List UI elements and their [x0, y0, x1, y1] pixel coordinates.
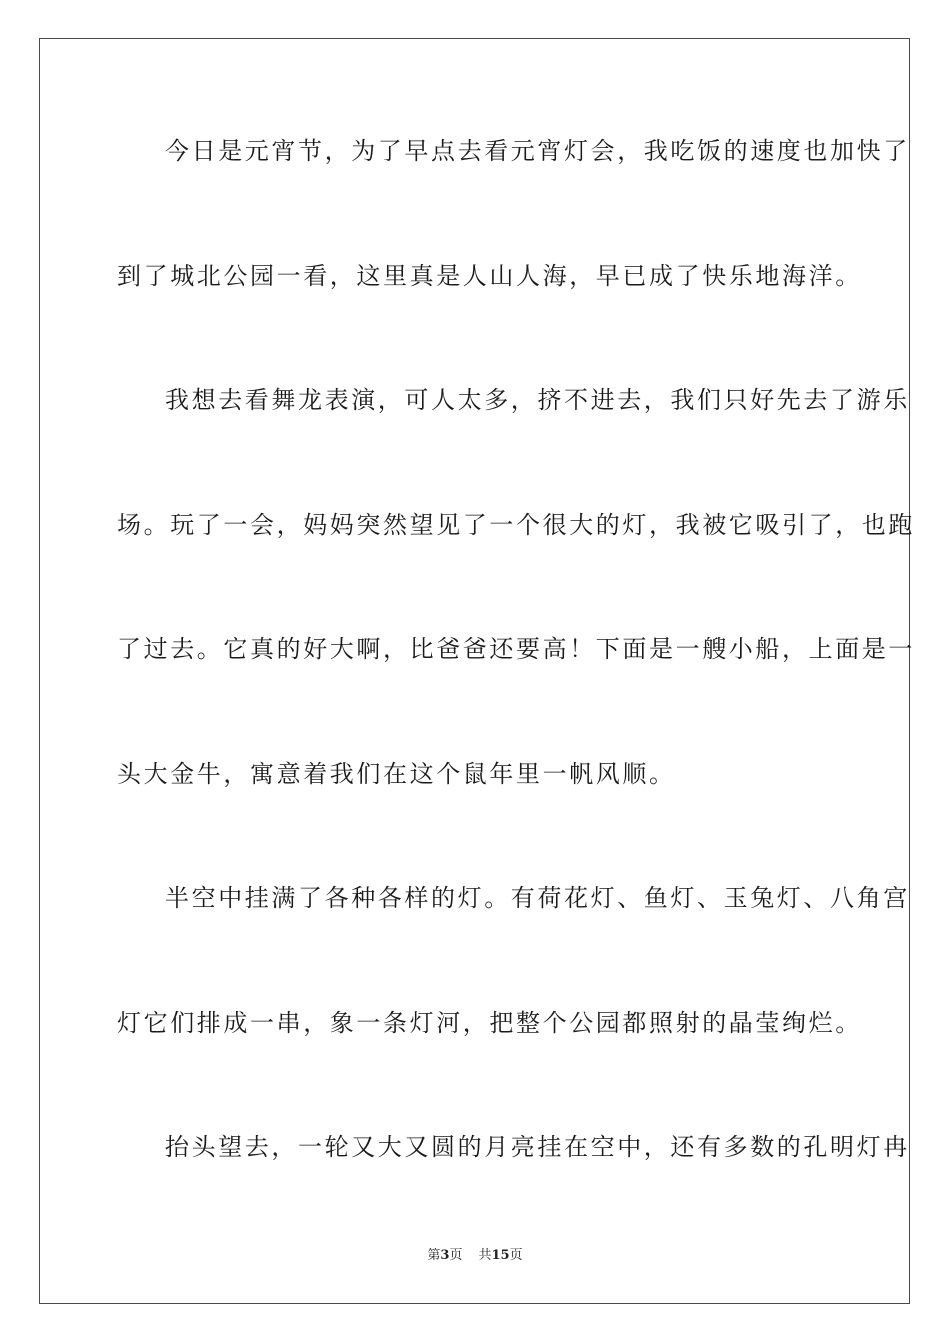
paragraph-2-line-2: 场。玩了一会，妈妈突然望见了一个很大的灯，我被它吸引了，也跑: [117, 511, 915, 539]
paragraph-2-line-3: 了过去。它真的好大啊，比爸爸还要高！下面是一艘小船，上面是一: [117, 635, 915, 663]
paragraph-3-line-2: 灯它们排成一串，象一条灯河，把整个公园都照射的晶莹绚烂。: [117, 1009, 862, 1037]
paragraph-1-line-2: 到了城北公园一看，这里真是人山人海，早已成了快乐地海洋。: [117, 262, 862, 290]
page-suffix: 页: [449, 1248, 463, 1263]
page-border: [39, 38, 915, 1304]
total-pages: 15: [491, 1248, 510, 1263]
page-footer: [0, 1247, 950, 1265]
paragraph-2-line-4: 头大金牛，寓意着我们在这个鼠年里一帆风顺。: [117, 760, 676, 788]
total-prefix: 共: [478, 1248, 492, 1263]
page-prefix: 第: [427, 1248, 441, 1263]
page-number: 3: [440, 1248, 450, 1263]
total-suffix: 页: [509, 1248, 523, 1263]
paragraph-2-line-1: 我想去看舞龙表演，可人太多，挤不进去，我们只好先去了游乐: [165, 386, 910, 414]
paragraph-4-line-1: 抬头望去，一轮又大又圆的月亮挂在空中，还有多数的孔明灯冉: [165, 1133, 910, 1161]
paragraph-3-line-1: 半空中挂满了各种各样的灯。有荷花灯、鱼灯、玉兔灯、八角宫: [165, 884, 910, 912]
paragraph-1-line-1: 今日是元宵节，为了早点去看元宵灯会，我吃饭的速度也加快了: [165, 137, 910, 165]
